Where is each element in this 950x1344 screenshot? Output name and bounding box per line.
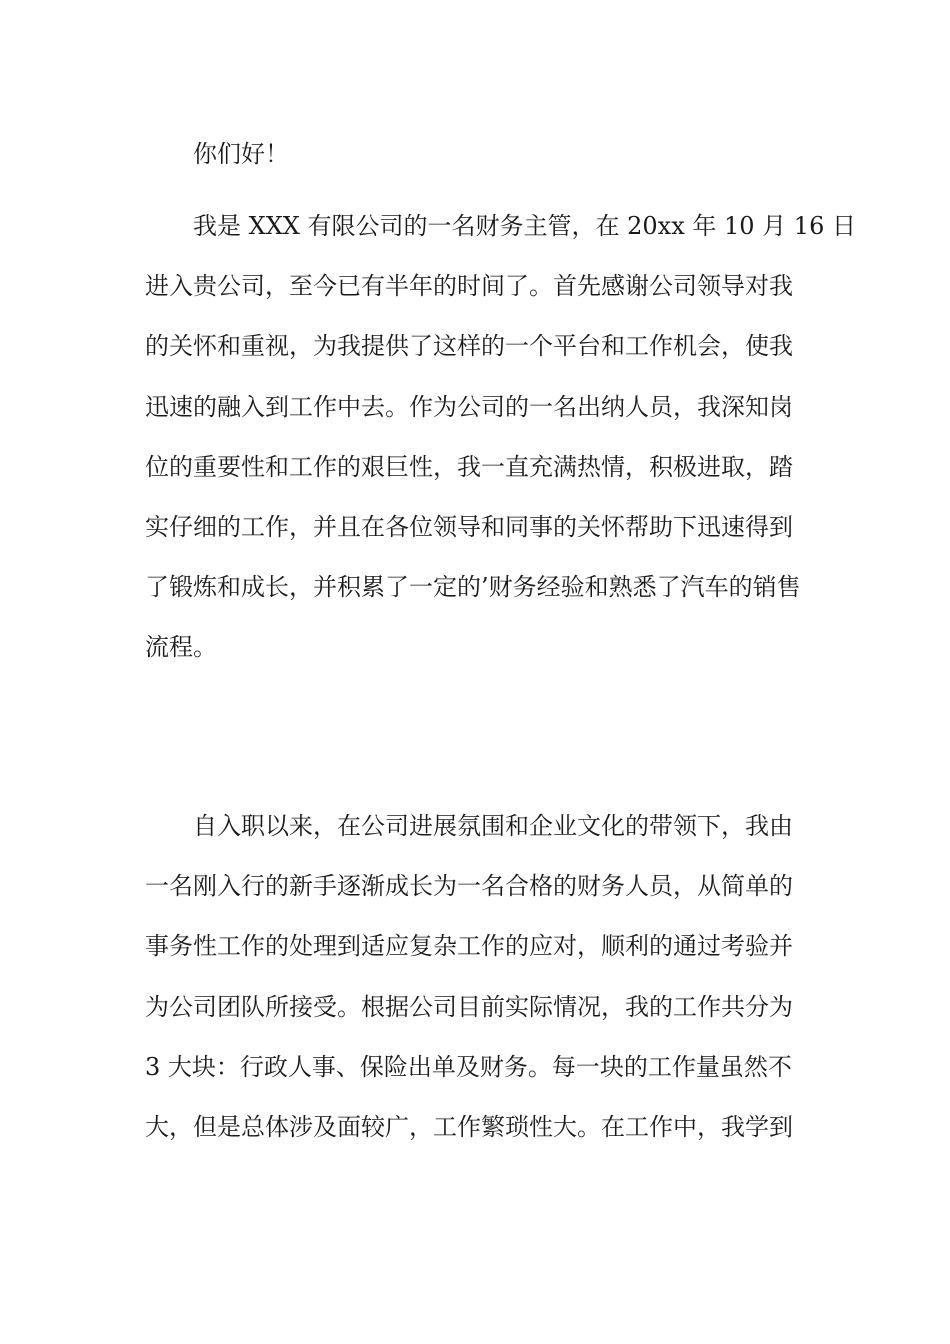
paragraph-1-line-6: 实仔细的工作，并且在各位领导和同事的关怀帮助下迅速得到: [145, 512, 793, 541]
paragraph-2-line-2: 一名刚入行的新手逐渐成长为一名合格的财务人员，从简单的: [145, 872, 793, 901]
paragraph-1-line-1: 我是 XXX 有限公司的一名财务主管，在 20xx 年 10 月 16 日: [193, 212, 856, 240]
paragraph-1-line-7: 了锻炼和成长，并积累了一定的’财务经验和熟悉了汽车的销售: [145, 573, 801, 602]
greeting-line: 你们好！: [193, 140, 289, 168]
paragraph-2-line-4: 为公司团队所接受。根据公司目前实际情况，我的工作共分为: [145, 992, 793, 1021]
paragraph-2-line-1: 自入职以来，在公司进展氛围和企业文化的带领下，我由: [193, 812, 793, 840]
paragraph-2-line-6: 大，但是总体涉及面较广，工作繁琐性大。在工作中，我学到: [145, 1112, 793, 1141]
greeting-block: [145, 124, 807, 184]
paragraph-1-line-3: 的关怀和重视，为我提供了这样的一个平台和工作机会，使我: [145, 332, 793, 361]
paragraph-2-line-3: 事务性工作的处理到适应复杂工作的应对，顺利的通过考验并: [145, 932, 793, 961]
paragraph-1-line-4: 迅速的融入到工作中去。作为公司的一名出纳人员，我深知岗: [145, 392, 793, 421]
paragraph-2-line-5: 3 大块：行政人事、保险出单及财务。每一块的工作量虽然不: [145, 1052, 792, 1081]
paragraph-2: [145, 796, 807, 1157]
paragraph-1-line-8: 流程。: [145, 633, 217, 662]
paragraph-1-line-5: 位的重要性和工作的艰巨性，我一直充满热情，积极进取，踏: [145, 452, 793, 481]
paragraph-1-line-2: 进入贵公司，至今已有半年的时间了。首先感谢公司领导对我: [145, 272, 793, 301]
paragraph-1: [145, 196, 856, 678]
